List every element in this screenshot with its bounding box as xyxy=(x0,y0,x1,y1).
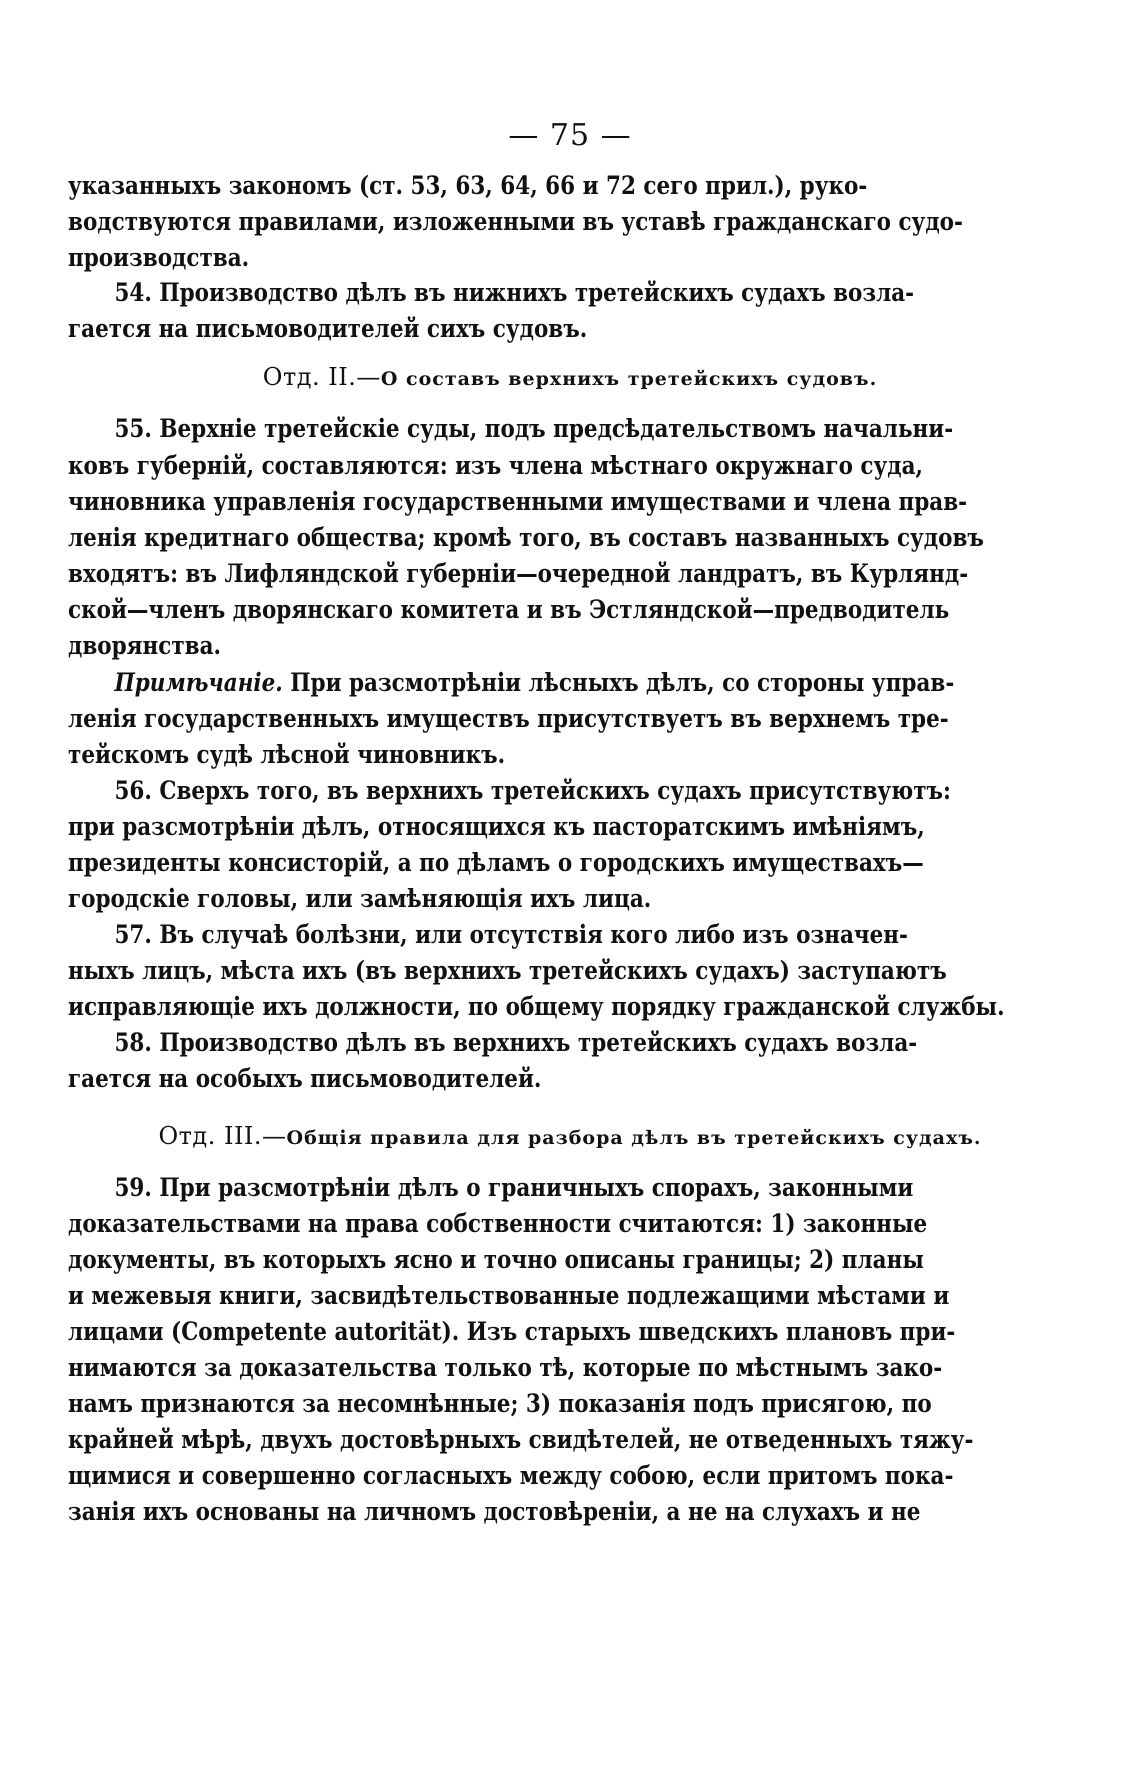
section-heading xyxy=(0,1122,1140,1150)
text-line: 57. Въ случаѣ болѣзни, или отсутствія кого либо изъ означен- xyxy=(114,920,908,949)
text-line: гается на особыхъ письмоводителей. xyxy=(68,1064,542,1093)
text-line: городскіе головы, или замѣняющія ихъ лица. xyxy=(68,884,652,913)
text-line: ныхъ лицъ, мѣста ихъ (въ верхнихъ третейскихъ судахъ) заступаютъ xyxy=(68,956,947,985)
note-line xyxy=(68,667,955,699)
page-number: — 75 — xyxy=(508,118,632,153)
text-line: производства. xyxy=(68,243,250,272)
text-line: президенты консисторій, а по дѣламъ о городскихъ имуществахъ— xyxy=(68,848,924,877)
text-line: доказательствами на права собственности считаются: 1) законные xyxy=(68,1209,928,1238)
text-line: 56. Сверхъ того, въ верхнихъ третейскихъ судахъ присутствуютъ: xyxy=(114,776,951,805)
text-line: ленія кредитнаго общества; кромѣ того, въ составъ названныхъ судовъ xyxy=(68,523,984,552)
text-line: нимаются за доказательства только тѣ, которые по мѣстнымъ зако- xyxy=(68,1353,943,1382)
section-prefix: Отд. III.— xyxy=(158,1122,287,1150)
text-line: входятъ: въ Лифляндской губерніи—очередной ландратъ, въ Курлянд- xyxy=(68,559,969,588)
text-line: лицами (Competente autorität). Изъ старыхъ шведскихъ плановъ при- xyxy=(68,1317,956,1346)
text-line: 58. Производство дѣлъ въ верхнихъ третейскихъ судахъ возла- xyxy=(114,1028,918,1057)
text-line: 54. Производство дѣлъ въ нижнихъ третейскихъ судахъ возла- xyxy=(114,278,915,307)
text-line: намъ признаются за несомнѣнные; 3) показанія подъ присягою, по xyxy=(68,1389,932,1418)
text-line: указанныхъ закономъ (ст. 53, 63, 64, 66 и 72 сего прил.), руко- xyxy=(68,171,868,200)
note-text: При разсмотрѣніи лѣсныхъ дѣлъ, со стороны управ- xyxy=(282,668,955,697)
section-title: О составъ верхнихъ третейскихъ судовъ. xyxy=(380,368,878,390)
text-line: водствуются правилами, изложенными въ уставѣ гражданскаго судо- xyxy=(68,207,963,236)
text-line: документы, въ которыхъ ясно и точно описаны границы; 2) планы xyxy=(68,1245,924,1274)
text-line: и межевыя книги, засвидѣтельствованные подлежащими мѣстами и xyxy=(68,1281,950,1310)
text-line: ленія государственныхъ имуществъ присутствуетъ въ верхнемъ тре- xyxy=(68,704,949,733)
text-line: гается на письмоводителей сихъ судовъ. xyxy=(68,314,588,343)
section-title: Общія правила для разбора дѣлъ въ третейскихъ судахъ. xyxy=(286,1127,982,1149)
note-label: Примѣчаніе. xyxy=(114,668,283,697)
section-prefix: Отд. II.— xyxy=(262,363,381,391)
text-line: чиновника управленія государственными имуществами и члена прав- xyxy=(68,487,968,516)
text-line: крайней мѣрѣ, двухъ достовѣрныхъ свидѣтелей, не отведенныхъ тяжу- xyxy=(68,1425,974,1454)
text-line: 59. При разсмотрѣніи дѣлъ о граничныхъ спорахъ, законными xyxy=(114,1173,914,1202)
text-line: щимися и совершенно согласныхъ между собою, если притомъ пока- xyxy=(68,1461,954,1490)
text-line: ской—членъ дворянскаго комитета и въ Эстляндской—предводитель xyxy=(68,595,950,624)
text-line: тейскомъ судѣ лѣсной чиновникъ. xyxy=(68,740,506,769)
text-line: 55. Верхніе третейскіе суды, подъ предсѣдательствомъ начальни- xyxy=(114,414,954,443)
text-line: при разсмотрѣніи дѣлъ, относящихся къ пасторатскимъ имѣніямъ, xyxy=(68,812,925,841)
section-heading xyxy=(0,363,1140,391)
text-line: исправляющіе ихъ должности, по общему порядку гражданской службы. xyxy=(68,992,1005,1021)
text-line: ковъ губерній, составляются: изъ члена мѣстнаго окружнаго суда, xyxy=(68,451,924,480)
text-line: дворянства. xyxy=(68,631,222,660)
text-line: занія ихъ основаны на личномъ достовѣреніи, а не на слухахъ и не xyxy=(68,1497,921,1526)
